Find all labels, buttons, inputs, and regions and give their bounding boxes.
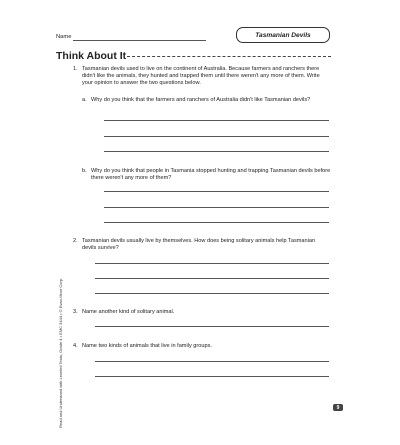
answer-line[interactable] (104, 151, 329, 152)
question-4-text: Name two kinds of animals that live in family groups. (82, 343, 212, 349)
answer-line[interactable] (104, 191, 329, 192)
name-field-line[interactable] (73, 40, 206, 41)
question-3-number: 3. (73, 309, 78, 315)
answer-line[interactable] (104, 120, 329, 121)
page-number: 9 (333, 404, 343, 411)
answer-line[interactable] (104, 222, 329, 223)
answer-line[interactable] (104, 136, 329, 137)
question-3-text: Name another kind of solitary animal. (82, 309, 175, 315)
section-heading: Think About It (56, 50, 127, 62)
question-1a-letter: a. (82, 97, 87, 103)
question-2-text: Tasmanian devils usually live by themselves. How does being solitary animals help Tasmanian devils survive? (82, 238, 316, 252)
question-1b-text: Why do you think that people in Tasmania stopped hunting and trapping Tasmanian devils before there weren't any more of them? (91, 168, 331, 182)
question-4-number: 4. (73, 343, 78, 349)
question-2-number: 2. (73, 238, 78, 244)
heading-dashed-rule (127, 56, 331, 57)
name-label: Name (56, 34, 72, 40)
question-1a-text: Why do you think that the farmers and ranchers of Australia didn't like Tasmanian devils? (91, 97, 311, 103)
answer-line[interactable] (104, 207, 329, 208)
answer-line[interactable] (95, 376, 329, 377)
title-badge: Tasmanian Devils (236, 27, 330, 43)
question-1-number: 1. (73, 66, 78, 72)
side-credit: Read and Understand with Leveled Texts, Grade 4 • EMC 3444 • © Evan-Moor Corp. (58, 277, 63, 428)
answer-line[interactable] (95, 293, 329, 294)
question-1-text: Tasmanian devils used to live on the continent of Australia. Because farmers and ranchers there didn't like the animals, they hunted and trapped them until there weren't any more of them. Write your opinion to answer the two questions below. (82, 66, 320, 87)
answer-line[interactable] (95, 278, 329, 279)
answer-line[interactable] (95, 263, 329, 264)
answer-line[interactable] (95, 361, 329, 362)
answer-line[interactable] (95, 326, 329, 327)
question-1b-letter: b. (82, 168, 87, 174)
